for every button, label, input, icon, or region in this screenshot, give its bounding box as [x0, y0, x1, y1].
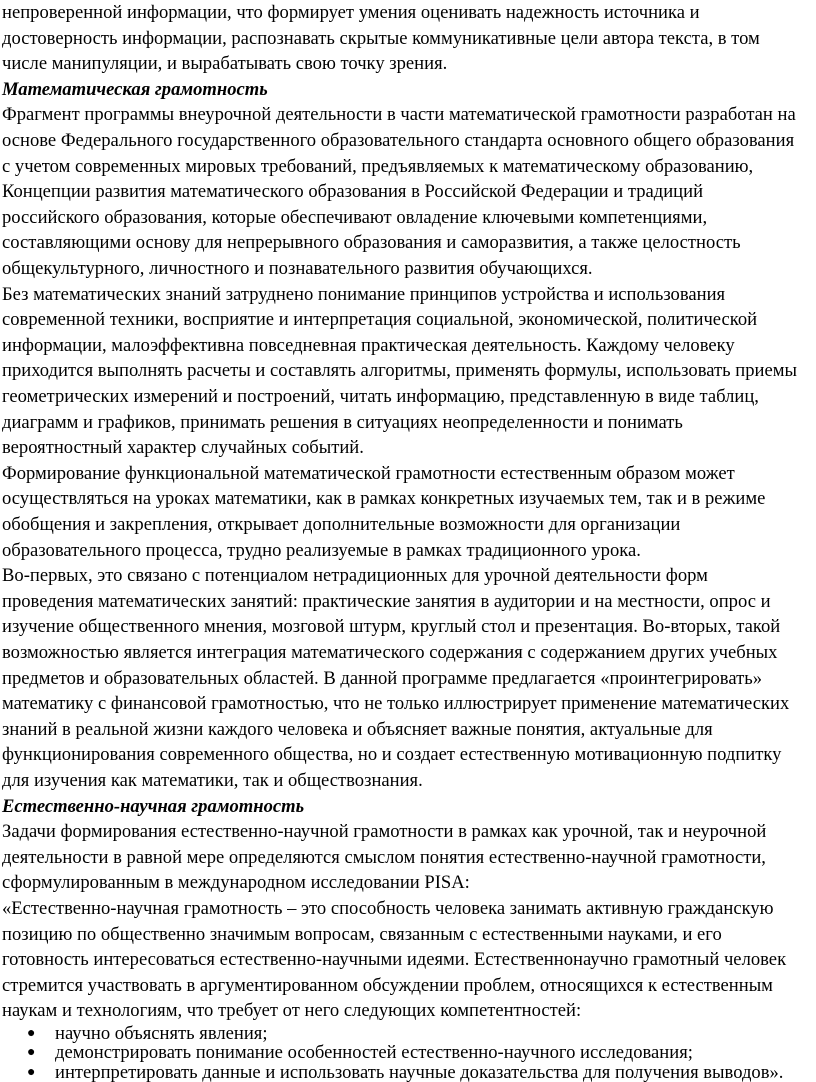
text-line: «Естественно-научная грамотность – это способность человека занимать активную гражданскую: [2, 898, 774, 919]
bullet-icon: ●: [27, 1045, 36, 1061]
text-line: общекультурного, личностного и познавательного развития обучающихся.: [2, 258, 593, 279]
text-line: деятельности в равной мере определяются смыслом понятия естественно-научной грамотности,: [2, 846, 766, 868]
list-item: [0, 1043, 816, 1062]
text-line: знаний в реальной жизни каждого человека и объясняет важные понятия, актуальные для: [2, 718, 713, 740]
text-line: возможностью является интеграция математического содержания с содержанием других учебных: [2, 642, 778, 663]
text-line: современной техники, восприятие и интерпретация социальной, экономической, политической: [2, 309, 758, 331]
text-line: осуществляться на уроках математики, как в рамках конкретных изучаемых тем, так и в режиме: [2, 488, 766, 510]
bullet-icon: ●: [27, 1064, 36, 1080]
list-item-text: научно объяснять явления;: [55, 1023, 268, 1044]
text-line: сформулированным в международном исследовании PISA:: [2, 872, 470, 894]
text-line: позицию по общественно значимым вопросам, связанным с естественными науками, и его: [2, 923, 722, 945]
text-line: информации, малоэффективна повседневная практическая деятельность. Каждому человеку: [2, 334, 735, 356]
text-line: Задачи формирования естественно-научной грамотности в рамках как урочной, так и неурочной: [2, 821, 767, 843]
text-line: Без математических знаний затруднено понимание принципов устройства и использования: [2, 283, 726, 305]
text-line: стремится участвовать в аргументированном обсуждении проблем, относящихся к естественным: [2, 974, 773, 996]
text-line: Формирование функциональной математической грамотности естественным образом может: [2, 462, 735, 484]
text-line: изучение общественного мнения, мозговой штурм, круглый стол и презентация. Во-вторых, такой: [2, 616, 781, 638]
text-line: Во-первых, это связано с потенциалом нетрадиционных для урочной деятельности форм: [2, 565, 708, 587]
text-line: наукам и технологиям, что требует от него следующих компетентностей:: [2, 1000, 582, 1022]
text-line: непроверенной информации, что формирует умения оценивать надежность источника и: [2, 2, 700, 23]
text-line: обобщения и закрепления, открывает дополнительные возможности для организации: [2, 514, 681, 535]
list-item-text: интерпретировать данные и использовать научные доказательства для получения выводов».: [55, 1061, 784, 1082]
text-line: математику с финансовой грамотностью, что не только иллюстрирует применение математических: [2, 693, 790, 715]
text-line: числе манипуляции, и вырабатывать свою точку зрения.: [2, 53, 448, 75]
text-line: российского образования, которые обеспечивают овладение ключевыми компетенциями,: [2, 206, 708, 228]
section-heading-math: Математическая грамотность: [2, 78, 268, 100]
text-line: проведения математических занятий: практические занятия в аудитории и на местности, опрос и: [2, 590, 771, 612]
text-line: диаграмм и графиков, принимать решения в ситуациях неопределенности и понимать: [2, 411, 683, 433]
text-line: с учетом современных мировых требований, предъявляемых к математическому образованию,: [2, 155, 754, 177]
text-line: составляющими основу для непрерывного образования и саморазвития, а также целостность: [2, 232, 741, 254]
text-line: функционирования современного общества, но и создает естественную мотивационную подпитку: [2, 744, 782, 766]
text-line: достоверность информации, распознавать скрытые коммуникативные цели автора текста, в том: [2, 27, 760, 49]
text-line: геометрических измерений и построений, читать информацию, представленную в виде таблиц,: [2, 386, 759, 407]
section-heading-science: Естественно-научная грамотность: [2, 795, 305, 817]
text-line: предметов и образовательных областей. В данной программе предлагается «проинтегрировать»: [2, 667, 763, 689]
text-line: Фрагмент программы внеурочной деятельности в части математической грамотности разработан на: [2, 104, 796, 126]
text-line: вероятностный характер случайных событий.: [2, 437, 364, 459]
text-line: готовность интересоваться естественно-научными идеями. Естественнонаучно грамотный человек: [2, 949, 787, 971]
text-line: основе Федерального государственного образовательного стандарта основного общего образования: [2, 130, 795, 151]
text-line: для изучения как математики, так и обществознания.: [2, 770, 423, 791]
list-item: [0, 1024, 816, 1043]
text-line: приходится выполнять расчеты и составлять алгоритмы, применять формулы, использовать приемы: [2, 360, 797, 382]
bullet-icon: ●: [27, 1026, 36, 1041]
list-item-text: демонстрировать понимание особенностей естественно-научного исследования;: [55, 1042, 693, 1064]
list-item: [0, 1063, 816, 1082]
text-line: образовательного процесса, трудно реализуемые в рамках традиционного урока.: [2, 539, 641, 561]
text-line: Концепции развития математического образования в Российской Федерации и традиций: [2, 181, 704, 203]
